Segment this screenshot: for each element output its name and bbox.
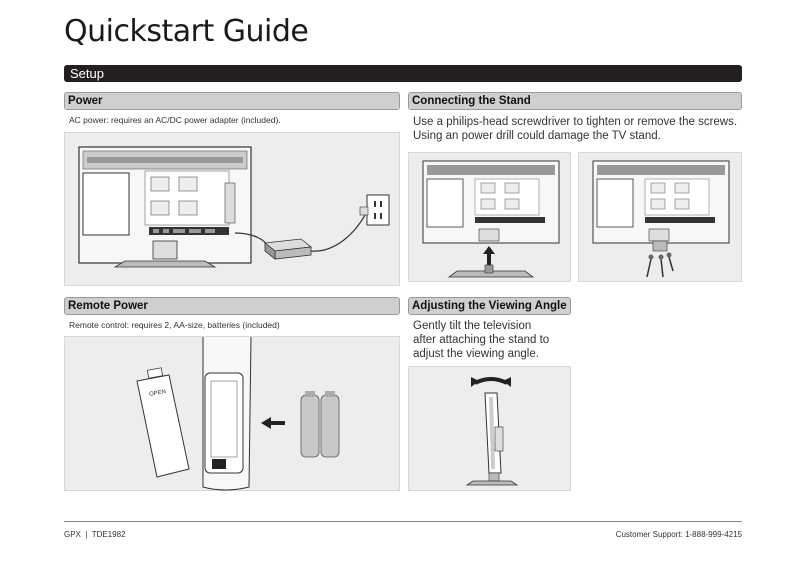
page-title: Quickstart Guide — [64, 14, 309, 49]
battery-cover-icon — [137, 368, 189, 477]
remote-illustration — [65, 337, 401, 492]
adapter-cable — [311, 215, 365, 251]
stand-screws-panel — [578, 152, 742, 282]
screws-icon — [647, 253, 673, 278]
footer-model: GPX | TDE1982 — [64, 530, 126, 539]
viewing-angle-illustration — [409, 367, 572, 492]
power-illustration-panel — [64, 132, 400, 286]
power-caption: AC power: requires an AC/DC power adapter (included). — [69, 115, 281, 125]
viewing-angle-panel — [408, 366, 571, 491]
power-header: Power — [64, 92, 400, 110]
up-arrow-icon — [483, 246, 495, 265]
battery-cover-label: OPEN — [148, 389, 167, 398]
viewing-angle-caption-3: adjust the viewing angle. — [413, 348, 539, 360]
wall-outlet-icon — [360, 195, 389, 225]
remote-back-icon — [203, 337, 251, 490]
remote-power-caption: Remote control: requires 2, AA-size, batteries (included) — [69, 320, 280, 330]
viewing-angle-caption-2: after attaching the stand to — [413, 334, 550, 346]
viewing-angle-caption-1: Gently tilt the television — [413, 320, 532, 332]
connecting-stand-caption-2: Using an power drill could damage the TV stand. — [413, 130, 661, 142]
left-arrow-icon — [261, 417, 285, 429]
tv-back-icon — [593, 161, 729, 243]
viewing-angle-header: Adjusting the Viewing Angle — [408, 297, 571, 315]
tv-side-icon — [467, 393, 517, 485]
remote-power-header: Remote Power — [64, 297, 400, 315]
connecting-stand-header: Connecting the Stand — [408, 92, 742, 110]
tv-back-icon — [79, 147, 251, 267]
footer-divider — [64, 521, 742, 522]
connecting-stand-caption-1: Use a philips-head screwdriver to tighten or remove the screws. — [413, 116, 738, 128]
tilt-arrow-icon — [471, 377, 511, 387]
stand-attach-panel — [408, 152, 571, 282]
stand-screws-illustration — [579, 153, 743, 283]
power-adapter-icon — [265, 239, 311, 259]
stand-attach-illustration — [409, 153, 572, 283]
remote-illustration-panel — [64, 336, 400, 491]
footer-support: Customer Support: 1-888-999-4215 — [615, 530, 742, 539]
setup-bar: Setup — [64, 65, 742, 82]
aa-batteries-icon — [301, 391, 339, 457]
power-illustration — [65, 133, 401, 287]
tv-back-icon — [423, 161, 559, 243]
